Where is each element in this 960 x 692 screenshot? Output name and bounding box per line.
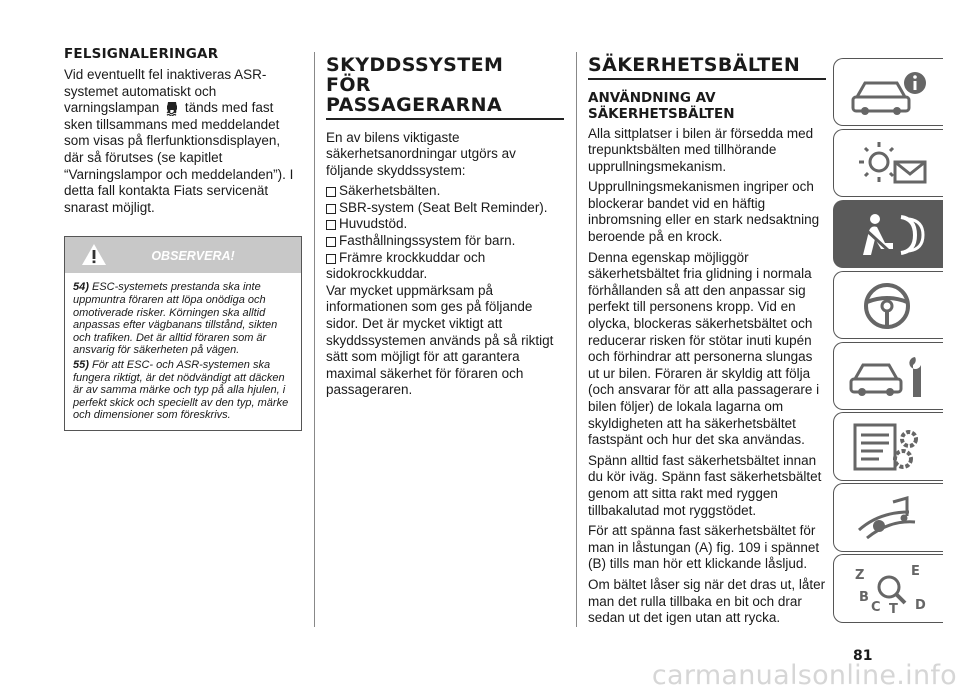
tab-multimedia[interactable] — [833, 483, 943, 551]
note-number: 54) — [73, 281, 89, 294]
tab-safety[interactable] — [833, 200, 943, 268]
section-heading-sakerhetsbalten: SÄKERHETSBÄLTEN — [588, 54, 801, 76]
warning-box-title: OBSERVERA! — [151, 249, 235, 264]
heading-line: SKYDDSSYSTEM — [326, 54, 504, 76]
subheading-line: SÄKERHETSBÄLTEN — [588, 105, 735, 122]
column-divider — [314, 52, 315, 627]
fault-paragraph — [64, 67, 302, 216]
watermark-footer: carmanualsonline.info — [651, 660, 957, 691]
multimedia-icon — [849, 492, 939, 544]
list-item-text: Säkerhetsbälten. — [339, 183, 441, 199]
warning-box-header — [65, 237, 301, 273]
checkbox-bullet-icon — [326, 254, 336, 264]
protection-systems-list — [326, 183, 564, 283]
car-wrench-icon — [849, 351, 939, 403]
esc-warning-lamp-icon — [165, 101, 179, 116]
list-item-text: Huvudstöd. — [339, 216, 408, 232]
tab-warning-lights[interactable] — [833, 129, 943, 197]
checkbox-bullet-icon — [326, 237, 336, 247]
paragraph: Upprullningsmekanismen ingriper och blockerar bandet vid en häftig inbromsning eller en stark nedsaktning beroende på en krock. — [588, 179, 820, 245]
checkbox-bullet-icon — [326, 220, 336, 230]
column-left — [64, 46, 302, 431]
tab-emergency[interactable] — [833, 342, 943, 410]
list-item — [326, 200, 564, 217]
list-item — [326, 250, 564, 283]
index-letter: E — [911, 564, 920, 580]
warning-box-body — [65, 273, 301, 430]
paragraph: Spänn alltid fast säkerhetsbältet innan du kör iväg. Spänn fast säkerhetsbältet genom att sitta rakt med ryggen tillbakalutad mot ryggstödet. — [588, 452, 822, 518]
index-letter: C — [871, 600, 881, 616]
subheading-anvandning — [588, 90, 826, 122]
list-item-text: Främre krockkuddar och sidokrockkuddar. — [326, 249, 486, 282]
fault-paragraph-start: Vid eventuellt fel inaktiveras ASR-systemet automatiskt och varningslampan — [64, 67, 267, 116]
warning-note-55 — [73, 359, 293, 422]
warning-note-54 — [73, 281, 293, 357]
heading-rule — [588, 78, 826, 80]
column-middle — [326, 55, 564, 403]
list-item — [326, 233, 564, 250]
page-number: 81 — [853, 648, 873, 664]
protection-outro: Var mycket uppmärksam på informationen som ges på följande sidor. Det är mycket viktigt att skyddssystemen används på så riktigt sätt som möjligt för att garantera maximal säkerhet för föraren och passageraren. — [326, 282, 554, 398]
tab-getting-to-know[interactable] — [833, 58, 943, 126]
note-text: ESC-systemets prestanda ska inte uppmuntra föraren att löpa onödiga och omotiverade risker. Körningen ska alltid anpassas efter vägbanans tillstånd, sikten och trafiken. Det är alltid föraren som är ansvarig för säkerheten på vägen. — [73, 281, 278, 357]
index-letter: Z — [855, 568, 865, 584]
checkbox-bullet-icon — [326, 204, 336, 214]
document-gear-icon — [849, 421, 939, 473]
paragraph: Alla sittplatser i bilen är försedda med trepunktsbälten med tillhörande upprullningsmekanism. — [588, 125, 814, 174]
heading-line: FÖR — [326, 74, 371, 96]
section-heading-felsignaleringar: FELSIGNALERINGAR — [64, 46, 219, 62]
paragraph: Om bältet låser sig när det dras ut, låter man det rulla tillbaka en bit och drar sedan ut det igen utan att rycka. — [588, 576, 826, 626]
heading-rule — [326, 118, 564, 120]
seatbelt-airbag-icon — [849, 209, 939, 261]
section-heading-skyddssystem — [326, 55, 564, 115]
paragraph: Denna egenskap möjliggör säkerhetsbältet fria glidning i normala förhållanden så att den anpassar sig perfekt till personens kropp. Vid en olycka, blockeras säkerhetsbältet och reducerar risken för stötar inuti kupén och förhindrar att personerna slungas ut ur bilen. Föraren är skyldig att följa (och ansvarar för att alla passagerare i bilen följer) de lokala lagarna om skyldigheten att ha säkerhetsbältet fastspänt och hur det ska användas. — [588, 249, 820, 448]
chapter-tabs — [833, 58, 943, 625]
fault-paragraph-end: tänds med fast sken tillsammans med meddelandet som visas på flerfunktionsdisplayen, där så förutses (se kapitlet “Varningslampor och meddelanden”). I detta fall kontakta Fiats servicenät snarast möjligt. — [64, 100, 294, 215]
index-letter: T — [889, 602, 898, 616]
tab-starting-driving[interactable] — [833, 271, 943, 339]
tab-index[interactable] — [833, 554, 943, 622]
list-item — [326, 183, 564, 200]
alphabetical-index-icon — [849, 563, 939, 615]
column-right — [588, 55, 826, 631]
column-divider — [576, 52, 577, 627]
protection-intro: En av bilens viktigaste säkerhetsanordningar utgörs av följande skyddssystem: — [326, 129, 516, 178]
steering-wheel-icon — [849, 280, 939, 332]
index-letter: D — [915, 598, 926, 614]
index-letter: B — [859, 590, 869, 606]
warning-box — [64, 236, 302, 431]
note-number: 55) — [73, 358, 89, 371]
car-info-icon — [849, 67, 939, 119]
checkbox-bullet-icon — [326, 187, 336, 197]
subheading-line: ANVÄNDNING AV — [588, 89, 716, 106]
list-item-text: SBR-system (Seat Belt Reminder). — [339, 199, 548, 215]
paragraph: För att spänna fast säkerhetsbältet för man in låstungan (A) fig. 109 i spännet (B) tills man hör ett klickande låsljud. — [588, 523, 820, 572]
heading-line: PASSAGERARNA — [326, 94, 503, 116]
tab-servicing[interactable] — [833, 412, 943, 480]
list-item — [326, 216, 564, 233]
note-text: För att ESC- och ASR-systemen ska fungera riktigt, är det nödvändigt att däcken är av samma märke och typ på alla hjulen, i perfekt skick och speciellt av den typ, märke och dimensioner som föreskrivs. — [73, 358, 289, 422]
warning-lights-message-icon — [849, 138, 939, 190]
list-item-text: Fasthållningssystem för barn. — [339, 233, 516, 249]
